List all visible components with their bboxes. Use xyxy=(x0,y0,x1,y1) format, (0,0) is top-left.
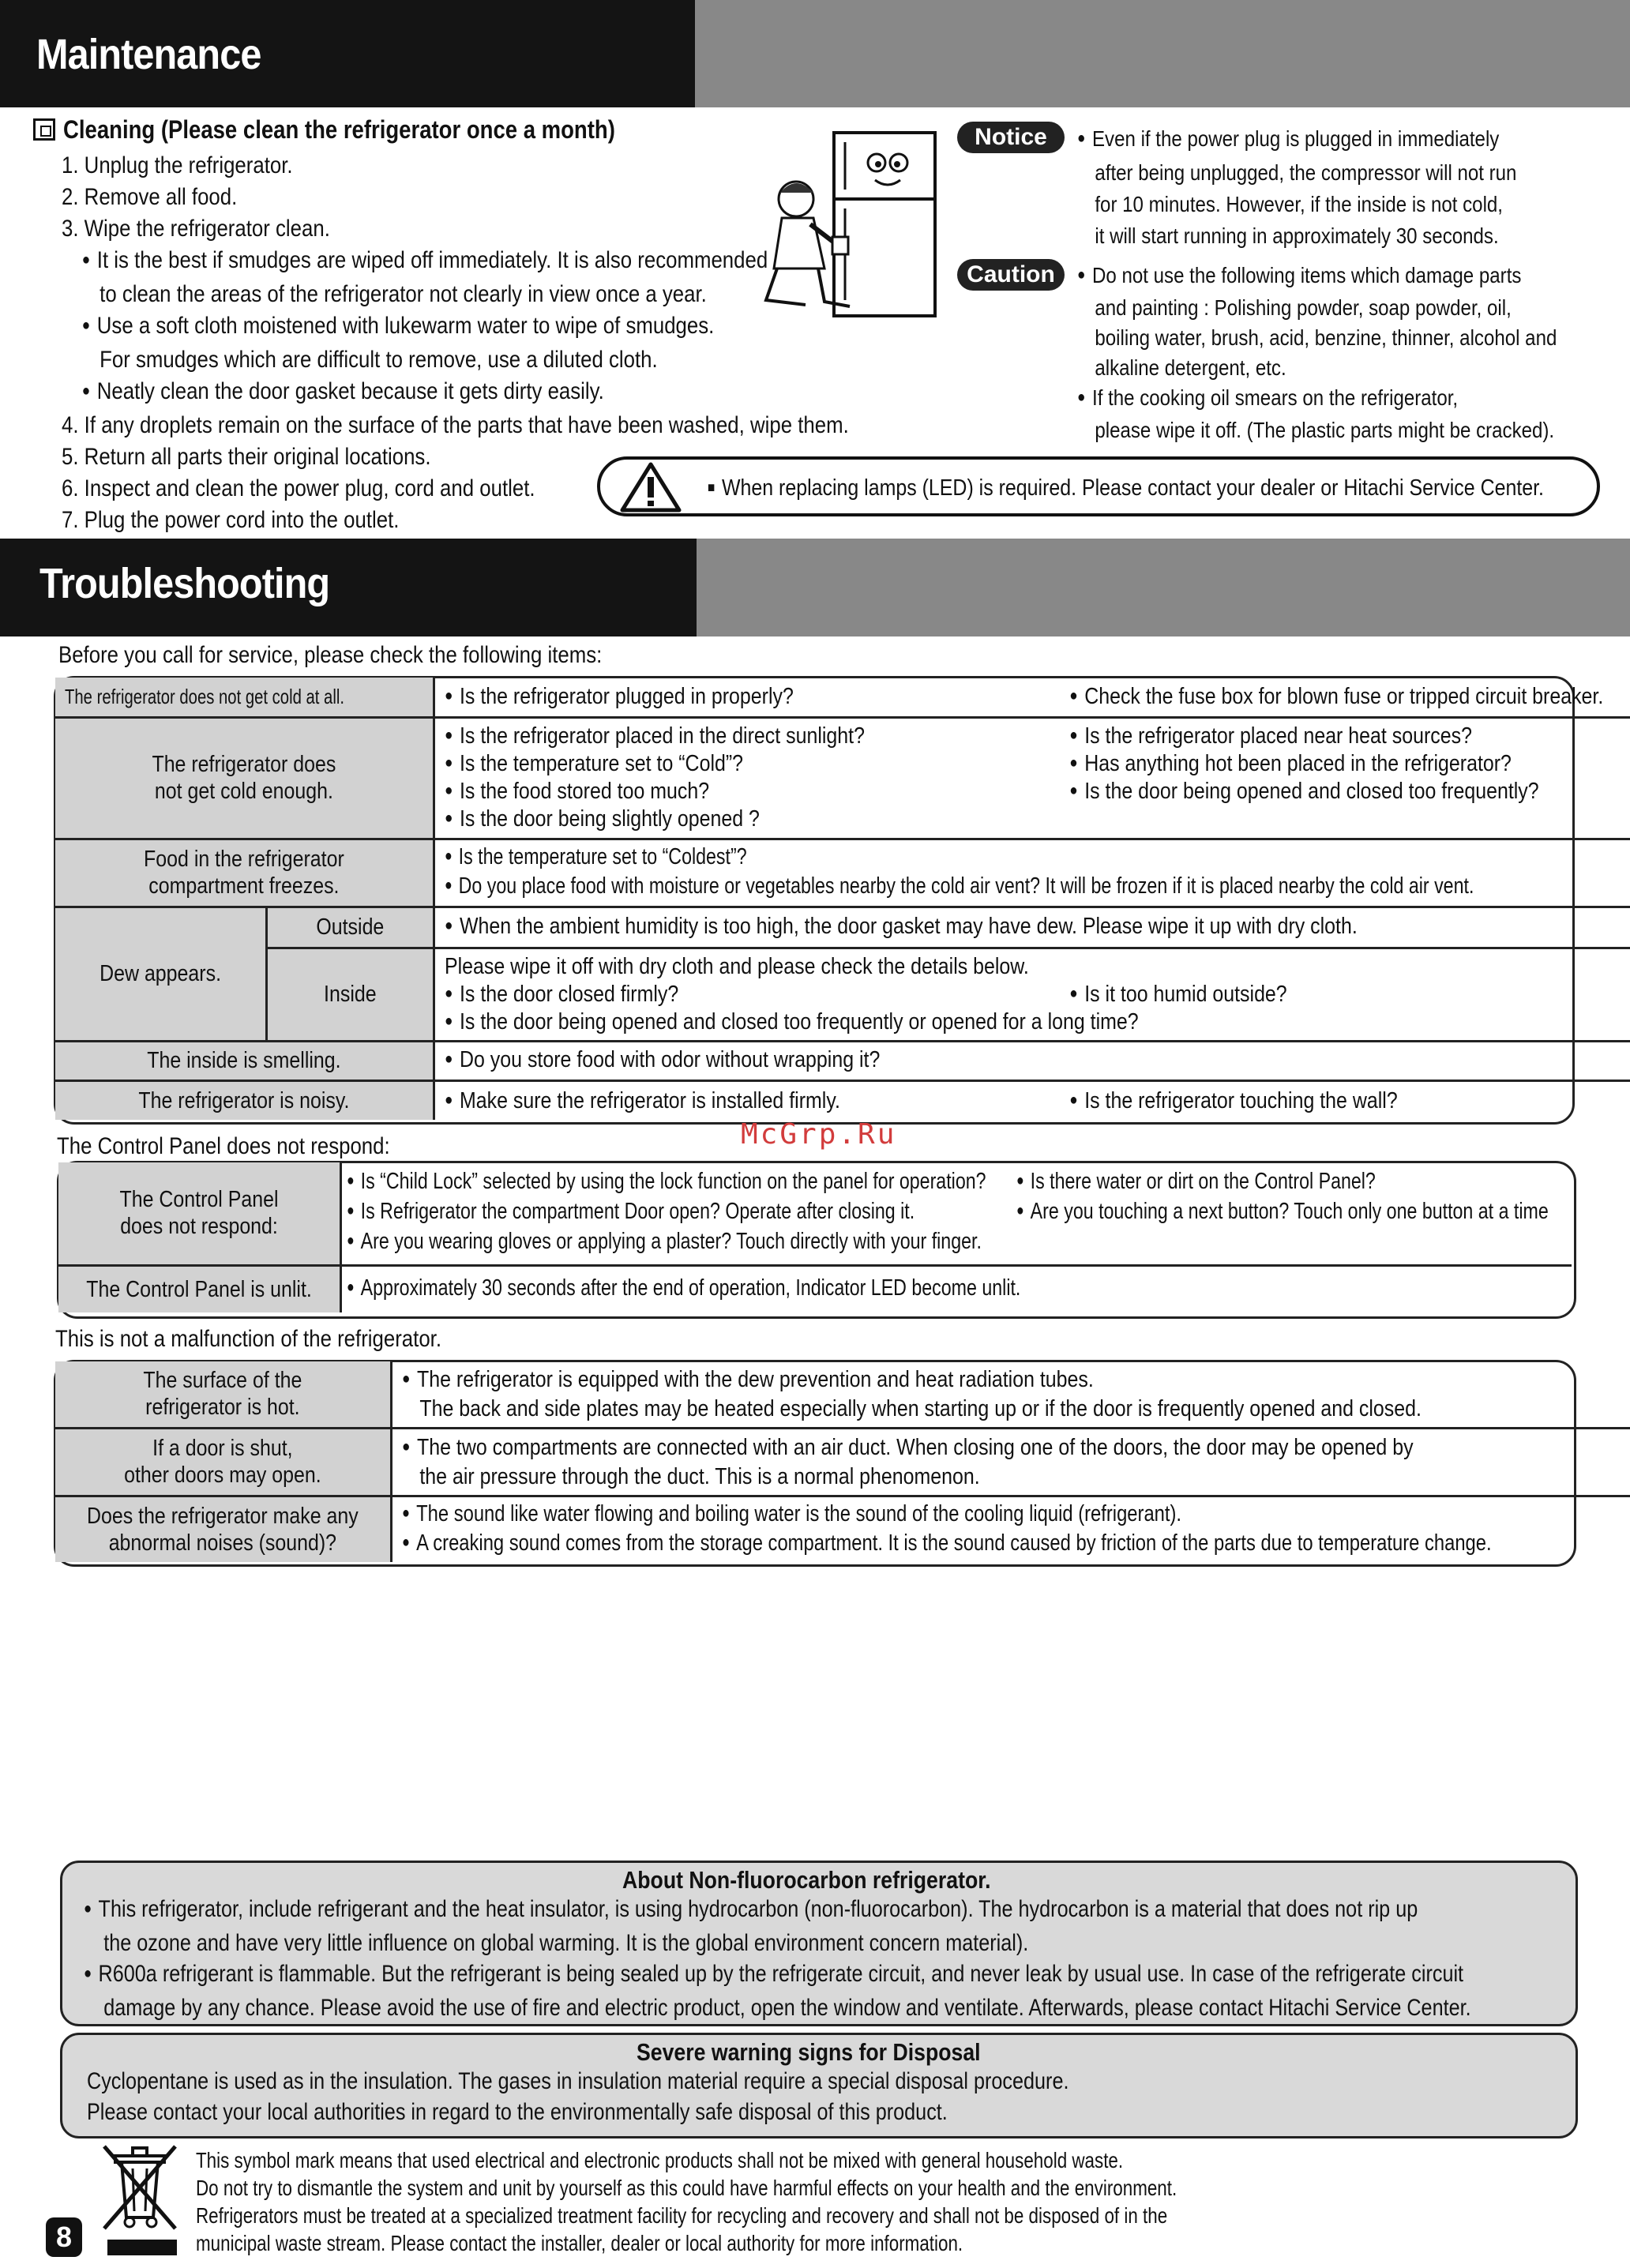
notice-line-4: it will start running in approximately 30 seconds. xyxy=(1095,223,1499,248)
check-plugged: ● Is the refrigerator plugged in properly? xyxy=(445,683,794,712)
not-malfunction-table xyxy=(55,1361,1630,1562)
disposal-line-1: Cyclopentane is used as in the insulation. The gases in insulation material require a special disposal procedure. xyxy=(87,2068,1069,2094)
check-humid-outside: ● Is it too humid outside? xyxy=(1069,981,1286,1010)
cleaning-illustration-icon xyxy=(758,126,948,324)
caution-line-1: ● Do not use the following items which damage parts xyxy=(1077,261,1557,293)
notice-text xyxy=(1077,123,1516,252)
notice-tag: Notice xyxy=(957,122,1065,153)
troubleshooting-intro: Before you call for service, please check the following items: xyxy=(58,642,603,668)
check-next-button: ● Are you touching a next button? Touch only one button at a time xyxy=(1016,1198,1549,1227)
step-3-bullet-2: ● Use a soft cloth moistened with lukewarm water to wipe of smudges. xyxy=(62,310,849,344)
weee-line-3: Refrigerators must be treated at a specialized treatment facility for recycling and recovery and shall not be disposed of in the xyxy=(196,2203,1168,2228)
weee-line-1: This symbol mark means that used electrical and electronic products shall not be mixed with general household waste. xyxy=(196,2148,1124,2172)
non-fluorocarbon-title: About Non-fluorocarbon refrigerator. xyxy=(622,1866,991,1894)
nm-noise-text-2: ● A creaking sound comes from the storage compartment. It is the sound caused by friction of the parts due to temperature change. xyxy=(402,1530,1492,1559)
step-1: 1. Unplug the refrigerator. xyxy=(62,152,293,178)
disposal-text xyxy=(87,2066,1069,2127)
dew-inside-label: Inside xyxy=(324,982,377,1007)
notice-line-3: for 10 minutes. However, if the inside is not cold, xyxy=(1095,192,1504,216)
row-label-freezes-2: compartment freezes. xyxy=(148,873,340,899)
step-4: 4. If any droplets remain on the surface of the parts that have been washed, wipe them. xyxy=(62,412,849,438)
table-row xyxy=(55,678,1630,717)
table-row xyxy=(55,1428,1630,1496)
nf-para-2-b: damage by any chance. Please avoid the use of fire and electric product, open the window and ventilate. Afterwards, please contact Hitachi Service Center. xyxy=(103,1995,1471,2021)
notice-line-1: ● Even if the power plug is plugged in immediately xyxy=(1077,123,1516,157)
table-row xyxy=(58,1265,1572,1312)
table-row xyxy=(55,1041,1630,1080)
table-row xyxy=(55,839,1630,907)
nm-hot-label-2: refrigerator is hot. xyxy=(145,1395,300,1421)
check-door-frequency: ● Is the door being opened and closed too frequently? xyxy=(1069,778,1538,807)
non-fluorocarbon-text xyxy=(84,1894,1471,2023)
troubleshooting-table xyxy=(55,678,1630,1120)
check-door-open: ● Is the door being slightly opened ? xyxy=(445,805,760,835)
nm-door-text-1: ● The two compartments are connected with an air duct. When closing one of the doors, the door may be opened by xyxy=(402,1434,1545,1463)
nm-hot-text-2: The back and side plates may be heated especially when starting up or if the door is frequently opened and closed. xyxy=(419,1395,1422,1421)
check-odor: ● Do you store food with odor without wrapping it? xyxy=(445,1046,1551,1076)
check-heat-sources: ● Is the refrigerator placed near heat sources? xyxy=(1069,723,1472,752)
warning-triangle-icon xyxy=(619,461,682,513)
weee-bar xyxy=(107,2240,177,2255)
check-door-closed: ● Is the door closed firmly? xyxy=(445,981,678,1010)
step-3-bullet-2-cont: For smudges which are difficult to remove, use a diluted cloth. xyxy=(100,347,658,373)
table-row xyxy=(55,907,1630,948)
cleaning-heading: Cleaning (Please clean the refrigerator once a month) xyxy=(63,115,615,144)
check-water-dirt: ● Is there water or dirt on the Control Panel? xyxy=(1016,1168,1376,1197)
nm-hot-text-1: ● The refrigerator is equipped with the dew prevention and heat radiation tubes. xyxy=(402,1366,1545,1395)
nm-door-text-2: the air pressure through the duct. This is a normal phenomenon. xyxy=(419,1463,980,1489)
nm-noise-text-1: ● The sound like water flowing and boiling water is the sound of the cooling liquid (refrigerant). xyxy=(402,1500,1492,1530)
check-touching-wall: ● Is the refrigerator touching the wall? xyxy=(1069,1087,1397,1117)
dew-outside-label: Outside xyxy=(316,914,385,940)
cp-label-2: does not respond: xyxy=(120,1214,278,1240)
row-label-dew: Dew appears. xyxy=(100,961,222,986)
check-hot-placed: ● Has anything hot been placed in the refrigerator? xyxy=(1069,750,1512,779)
check-food-much: ● Is the food stored too much? xyxy=(445,778,709,807)
step-7: 7. Plug the power cord into the outlet. xyxy=(62,507,400,533)
check-cold-air-vent: ● Do you place food with moisture or vegetables nearby the cold air vent? It will be frozen if it is placed nearby the cold air vent. xyxy=(445,873,1474,902)
step-3-bullet-3: ● Neatly clean the door gasket because it gets dirty easily. xyxy=(62,376,849,410)
check-gloves: ● Are you wearing gloves or applying a plaster? Touch directly with your finger. xyxy=(347,1228,982,1257)
step-3: 3. Wipe the refrigerator clean. xyxy=(62,216,330,242)
notice-line-2: after being unplugged, the compressor will not run xyxy=(1095,160,1517,185)
nm-door-label-1: If a door is shut, xyxy=(152,1436,293,1461)
weee-line-4: municipal waste stream. Please contact the installer, dealer or local authority for more information. xyxy=(196,2231,963,2255)
caution-line-5: ● If the cooking oil smears on the refrigerator, xyxy=(1077,383,1557,415)
row-label-smelling: The inside is smelling. xyxy=(147,1048,341,1073)
nf-para-1-b: the ozone and have very little influence on global warming. It is the global environment concern material). xyxy=(103,1930,1029,1956)
nm-hot-label-1: The surface of the xyxy=(143,1368,302,1394)
table-row xyxy=(55,1496,1630,1562)
nm-noise-label-1: Does the refrigerator make any xyxy=(86,1503,359,1529)
maintenance-header-grey xyxy=(695,0,1630,107)
weee-text xyxy=(196,2146,1177,2257)
step-3-bullet-1: ● It is the best if smudges are wiped off immediately. It is also recommended xyxy=(62,245,849,279)
nf-para-1-a: ● This refrigerator, include refrigerant and the heat insulator, is using hydrocarbon (non-fluorocarbon). The hydrocarbon is a material that does not rip up xyxy=(84,1894,1471,1928)
dew-outside-text: ● When the ambient humidity is too high, the door gasket may have dew. Please wipe it up with dry cloth. xyxy=(445,913,1551,942)
cp-unlit-text: ● Approximately 30 seconds after the end of operation, Indicator LED become unlit. xyxy=(347,1275,1319,1304)
nm-noise-label-2: abnormal noises (sound)? xyxy=(108,1530,337,1556)
maintenance-title: Maintenance xyxy=(36,31,261,78)
crossed-bin-icon xyxy=(98,2142,182,2235)
step-2: 2. Remove all food. xyxy=(62,184,238,210)
check-fuse: ● Check the fuse box for blown fuse or tripped circuit breaker. xyxy=(1069,683,1603,712)
nm-door-label-2: other doors may open. xyxy=(124,1463,321,1488)
weee-line-2: Do not try to dismantle the system and unit by yourself as this could have harmful effects on your health and the environment. xyxy=(196,2176,1177,2200)
troubleshooting-header-grey xyxy=(697,539,1630,636)
caution-line-3: boiling water, brush, acid, benzine, thinner, alcohol and xyxy=(1095,325,1557,350)
control-panel-intro: The Control Panel does not respond: xyxy=(57,1133,390,1159)
caution-line-4: alkaline detergent, etc. xyxy=(1095,355,1286,380)
page-number: 8 xyxy=(46,2217,82,2257)
row-label-not-cold-enough-2: not get cold enough. xyxy=(154,779,333,804)
check-compartment-door: ● Is Refrigerator the compartment Door open? Operate after closing it. xyxy=(347,1198,915,1227)
caution-line-6: please wipe it off. (The plastic parts might be cracked). xyxy=(1095,418,1555,442)
disposal-line-2: Please contact your local authorities in regard to the environmentally safe disposal of this product. xyxy=(87,2099,948,2125)
row-label-freezes-1: Food in the refrigerator xyxy=(144,847,344,872)
not-malfunction-intro: This is not a malfunction of the refrigerator. xyxy=(55,1326,442,1352)
row-label-not-cold: The refrigerator does not get cold at all. xyxy=(65,685,344,709)
table-row xyxy=(55,717,1630,839)
row-label-not-cold-enough-1: The refrigerator does xyxy=(152,752,336,777)
check-door-long-time: ● Is the door being opened and closed too frequently or opened for a long time? xyxy=(445,1008,1139,1038)
table-row xyxy=(55,948,1630,1041)
dew-inside-intro: Please wipe it off with dry cloth and please check the details below. xyxy=(444,953,1029,979)
cp-unlit-label: The Control Panel is unlit. xyxy=(86,1276,312,1302)
check-installed-firmly: ● Make sure the refrigerator is installed firmly. xyxy=(445,1087,840,1117)
table-row xyxy=(55,1361,1630,1428)
table-row xyxy=(58,1162,1572,1265)
watermark-text: McGrp.Ru xyxy=(741,1118,897,1151)
row-label-noisy: The refrigerator is noisy. xyxy=(138,1087,350,1113)
caution-text xyxy=(1077,261,1557,445)
caution-line-2: and painting : Polishing powder, soap powder, oil, xyxy=(1095,295,1512,320)
led-warning-text: ■ When replacing lamps (LED) is required. Please contact your dealer or Hitachi Service Center. xyxy=(708,475,1544,501)
table-row xyxy=(55,1080,1630,1120)
check-temp-coldest: ● Is the temperature set to “Coldest”? xyxy=(445,843,1474,873)
step-5: 5. Return all parts their original locations. xyxy=(62,444,431,470)
check-child-lock: ● Is “Child Lock” selected by using the lock function on the panel for operation? xyxy=(347,1168,986,1197)
step-6: 6. Inspect and clean the power plug, cord and outlet. xyxy=(62,475,535,501)
checkbox-icon xyxy=(33,118,55,141)
cp-label-1: The Control Panel xyxy=(119,1187,279,1213)
step-3-bullet-1-cont: to clean the areas of the refrigerator not clearly in view once a year. xyxy=(100,281,707,307)
check-temp-cold: ● Is the temperature set to “Cold”? xyxy=(445,750,743,779)
nf-para-2-a: ● R600a refrigerant is flammable. But the refrigerant is being sealed up by the refrigerate circuit, and never leak by usual use. In case of the refrigerate circuit xyxy=(84,1958,1471,1992)
control-panel-table xyxy=(58,1162,1572,1312)
disposal-title: Severe warning signs for Disposal xyxy=(637,2038,981,2066)
caution-tag: Caution xyxy=(957,259,1065,291)
check-sunlight: ● Is the refrigerator placed in the direct sunlight? xyxy=(445,723,865,752)
troubleshooting-title: Troubleshooting xyxy=(39,560,330,607)
